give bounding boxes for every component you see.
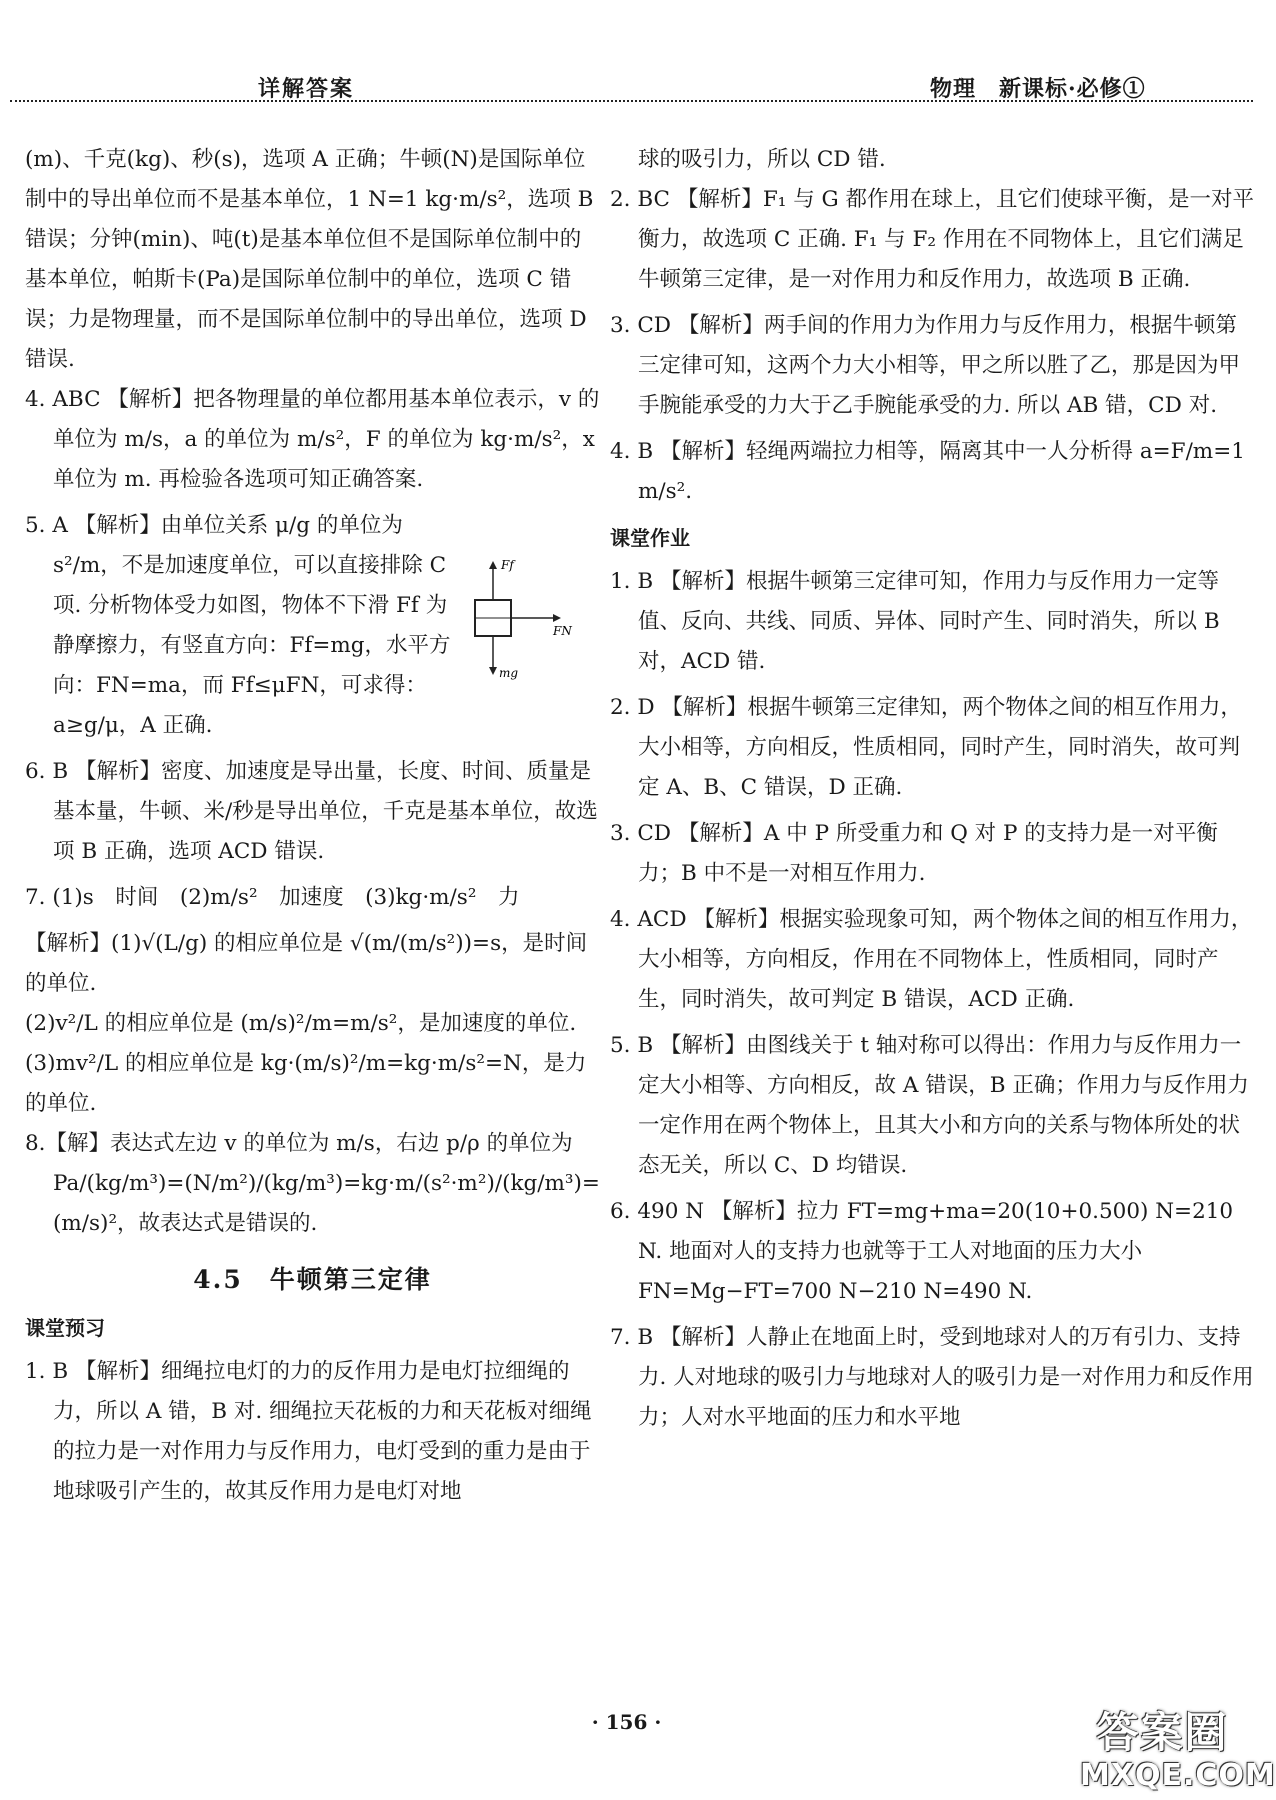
header-left-title: 详解答案: [258, 76, 355, 102]
answer-7-part-1: 【解析】(1)√(L/g) 的相应单位是 √(m/(m/s²))=s，是时间的单位.: [25, 931, 588, 996]
homework-answer-6: 6. 490 N 【解析】拉力 FT=mg+ma=20(10+0.500) N=210 N. 地面对人的支持力也就等于工人对地面的压力大小 FN=Mg−FT=700 N−210 N=490 N.: [610, 1199, 1234, 1304]
answer-5: 5. A 【解析】由单位关系 μ/g 的单位为 s²/m，不是加速度单位，可以直接排除 C 项. 分析物体受力如图，物体不下滑 Ff 为静摩擦力，有竖直方向：Ff=mg，水平方向：FN=ma，而 Ff≤μFN，可求得：a≥g/μ，A 正确.: [25, 513, 451, 738]
homework-answer-5: 5. B 【解析】由图线关于 t 轴对称可以得出：作用力与反作用力一定大小相等、方向相反，故 A 错误，B 正确；作用力与反作用力一定作用在两个物体上，且其大小和方向的关系与物体所处的状态无关，所以 C、D 均错误.: [610, 1033, 1249, 1178]
watermark-bottom-text: MXQE.COM: [1080, 1758, 1276, 1793]
left-column: [25, 140, 600, 1518]
header-divider: [10, 100, 1253, 102]
preview-answer-1: 1. B 【解析】细绳拉电灯的力的反作用力是电灯拉细绳的力，所以 A 错，B 对. 细绳拉天花板的力和天花板对细绳的拉力是一对作用力与反作用力，电灯受到的重力是由于地球吸引产生的，故其反作用力是电灯对地: [25, 1359, 592, 1504]
homework-title: 课堂作业: [610, 526, 690, 550]
force-diagram: [455, 555, 575, 685]
answer-3-continued: (m)、千克(kg)、秒(s)，选项 A 正确；牛顿(N)是国际单位制中的导出单位而不是基本单位，1 N=1 kg·m/s²，选项 B 错误；分钟(min)、吨(t)是基本单位但不是国际单位制中的基本单位，帕斯卡(Pa)是国际单位制中的单位，选项 C 错误；力是物理量，而不是国际单位制中的导出单位，选项 D 错误.: [25, 147, 594, 372]
preview-answer-2: 2. BC 【解析】F₁ 与 G 都作用在球上，且它们使球平衡，是一对平衡力，故选项 C 正确. F₁ 与 F₂ 作用在不同物体上，且它们满足牛顿第三定律，是一对作用力和反作用力，故选项 B 正确.: [610, 187, 1255, 292]
diagram-label-ff: Ff: [501, 558, 514, 572]
preview-answer-4: 4. B 【解析】轻绳两端拉力相等，隔离其中一人分析得 a=F/m=1 m/s².: [610, 439, 1245, 504]
homework-answer-3: 3. CD 【解析】A 中 P 所受重力和 Q 对 P 的支持力是一对平衡力；B 中不是一对相互作用力.: [610, 821, 1218, 886]
header-right-title: 物理 新课标·必修①: [930, 76, 1146, 102]
watermark-top-text: 答案圈: [1096, 1708, 1229, 1757]
answer-7-part-3: (3)mv²/L 的相应单位是 kg·(m/s)²/m=kg·m/s²=N，是力的单位.: [25, 1051, 587, 1116]
answer-4: 4. ABC 【解析】把各物理量的单位都用基本单位表示，v 的单位为 m/s，a 的单位为 m/s²，F 的单位为 kg·m/s²，x 单位为 m. 再检验各选项可知正确答案.: [25, 387, 600, 492]
preview-title: 课堂预习: [25, 1316, 105, 1340]
diagram-label-fn: FN: [553, 624, 572, 638]
homework-answer-1: 1. B 【解析】根据牛顿第三定律可知，作用力与反作用力一定等值、反向、共线、同质、异体、同时产生、同时消失，所以 B 对，ACD 错.: [610, 569, 1220, 674]
answer-7-part-2: (2)v²/L 的相应单位是 (m/s)²/m=m/s²，是加速度的单位.: [25, 1011, 577, 1036]
answer-8: 8.【解】表达式左边 v 的单位为 m/s，右边 p/ρ 的单位为 Pa/(kg/m³)=(N/m²)/(kg/m³)=kg·m/(s²·m²)/(kg/m³)=(m/s)²，故表达式是错误的.: [25, 1131, 600, 1236]
normal-arrowhead: [553, 614, 561, 622]
homework-answer-7: 7. B 【解析】人静止在地面上时，受到地球对人的万有引力、支持力. 人对地球的吸引力与地球对人的吸引力是一对作用力和反作用力；人对水平地面的压力和水平地: [610, 1325, 1254, 1430]
preview-answer-3: 3. CD 【解析】两手间的作用力为作用力与反作用力，根据牛顿第三定律可知，这两个力大小相等，甲之所以胜了乙，那是因为甲手腕能承受的力大于乙手腕能承受的力. 所以 AB 错，CD 对.: [610, 313, 1241, 418]
page-header: [0, 0, 1253, 110]
gravity-arrowhead: [489, 667, 497, 675]
diagram-label-mg: mg: [499, 666, 519, 680]
answer-6: 6. B 【解析】密度、加速度是导出量，长度、时间、质量是基本量，牛顿、米/秒是导出单位，千克是基本单位，故选项 B 正确，选项 ACD 错误.: [25, 759, 598, 864]
friction-arrowhead: [489, 561, 497, 569]
homework-answer-2: 2. D 【解析】根据牛顿第三定律知，两个物体之间的相互作用力，大小相等，方向相反，性质相同，同时产生，同时消失，故可判定 A、B、C 错误，D 正确.: [610, 695, 1242, 800]
right-column: [610, 140, 1255, 1444]
preview-answer-1-continued: 球的吸引力，所以 CD 错.: [638, 147, 886, 172]
homework-answer-4: 4. ACD 【解析】根据实验现象可知，两个物体之间的相互作用力，大小相等，方向相反，作用在不同物体上，性质相同，同时产生，同时消失，故可判定 B 错误，ACD 正确.: [610, 907, 1253, 1012]
watermark-logo: [1080, 1700, 1276, 1795]
section-title: 4.5 牛顿第三定律: [193, 1265, 432, 1294]
page-number: · 156 ·: [591, 1710, 662, 1734]
answer-7: 7. (1)s 时间 (2)m/s² 加速度 (3)kg·m/s² 力: [25, 885, 520, 910]
